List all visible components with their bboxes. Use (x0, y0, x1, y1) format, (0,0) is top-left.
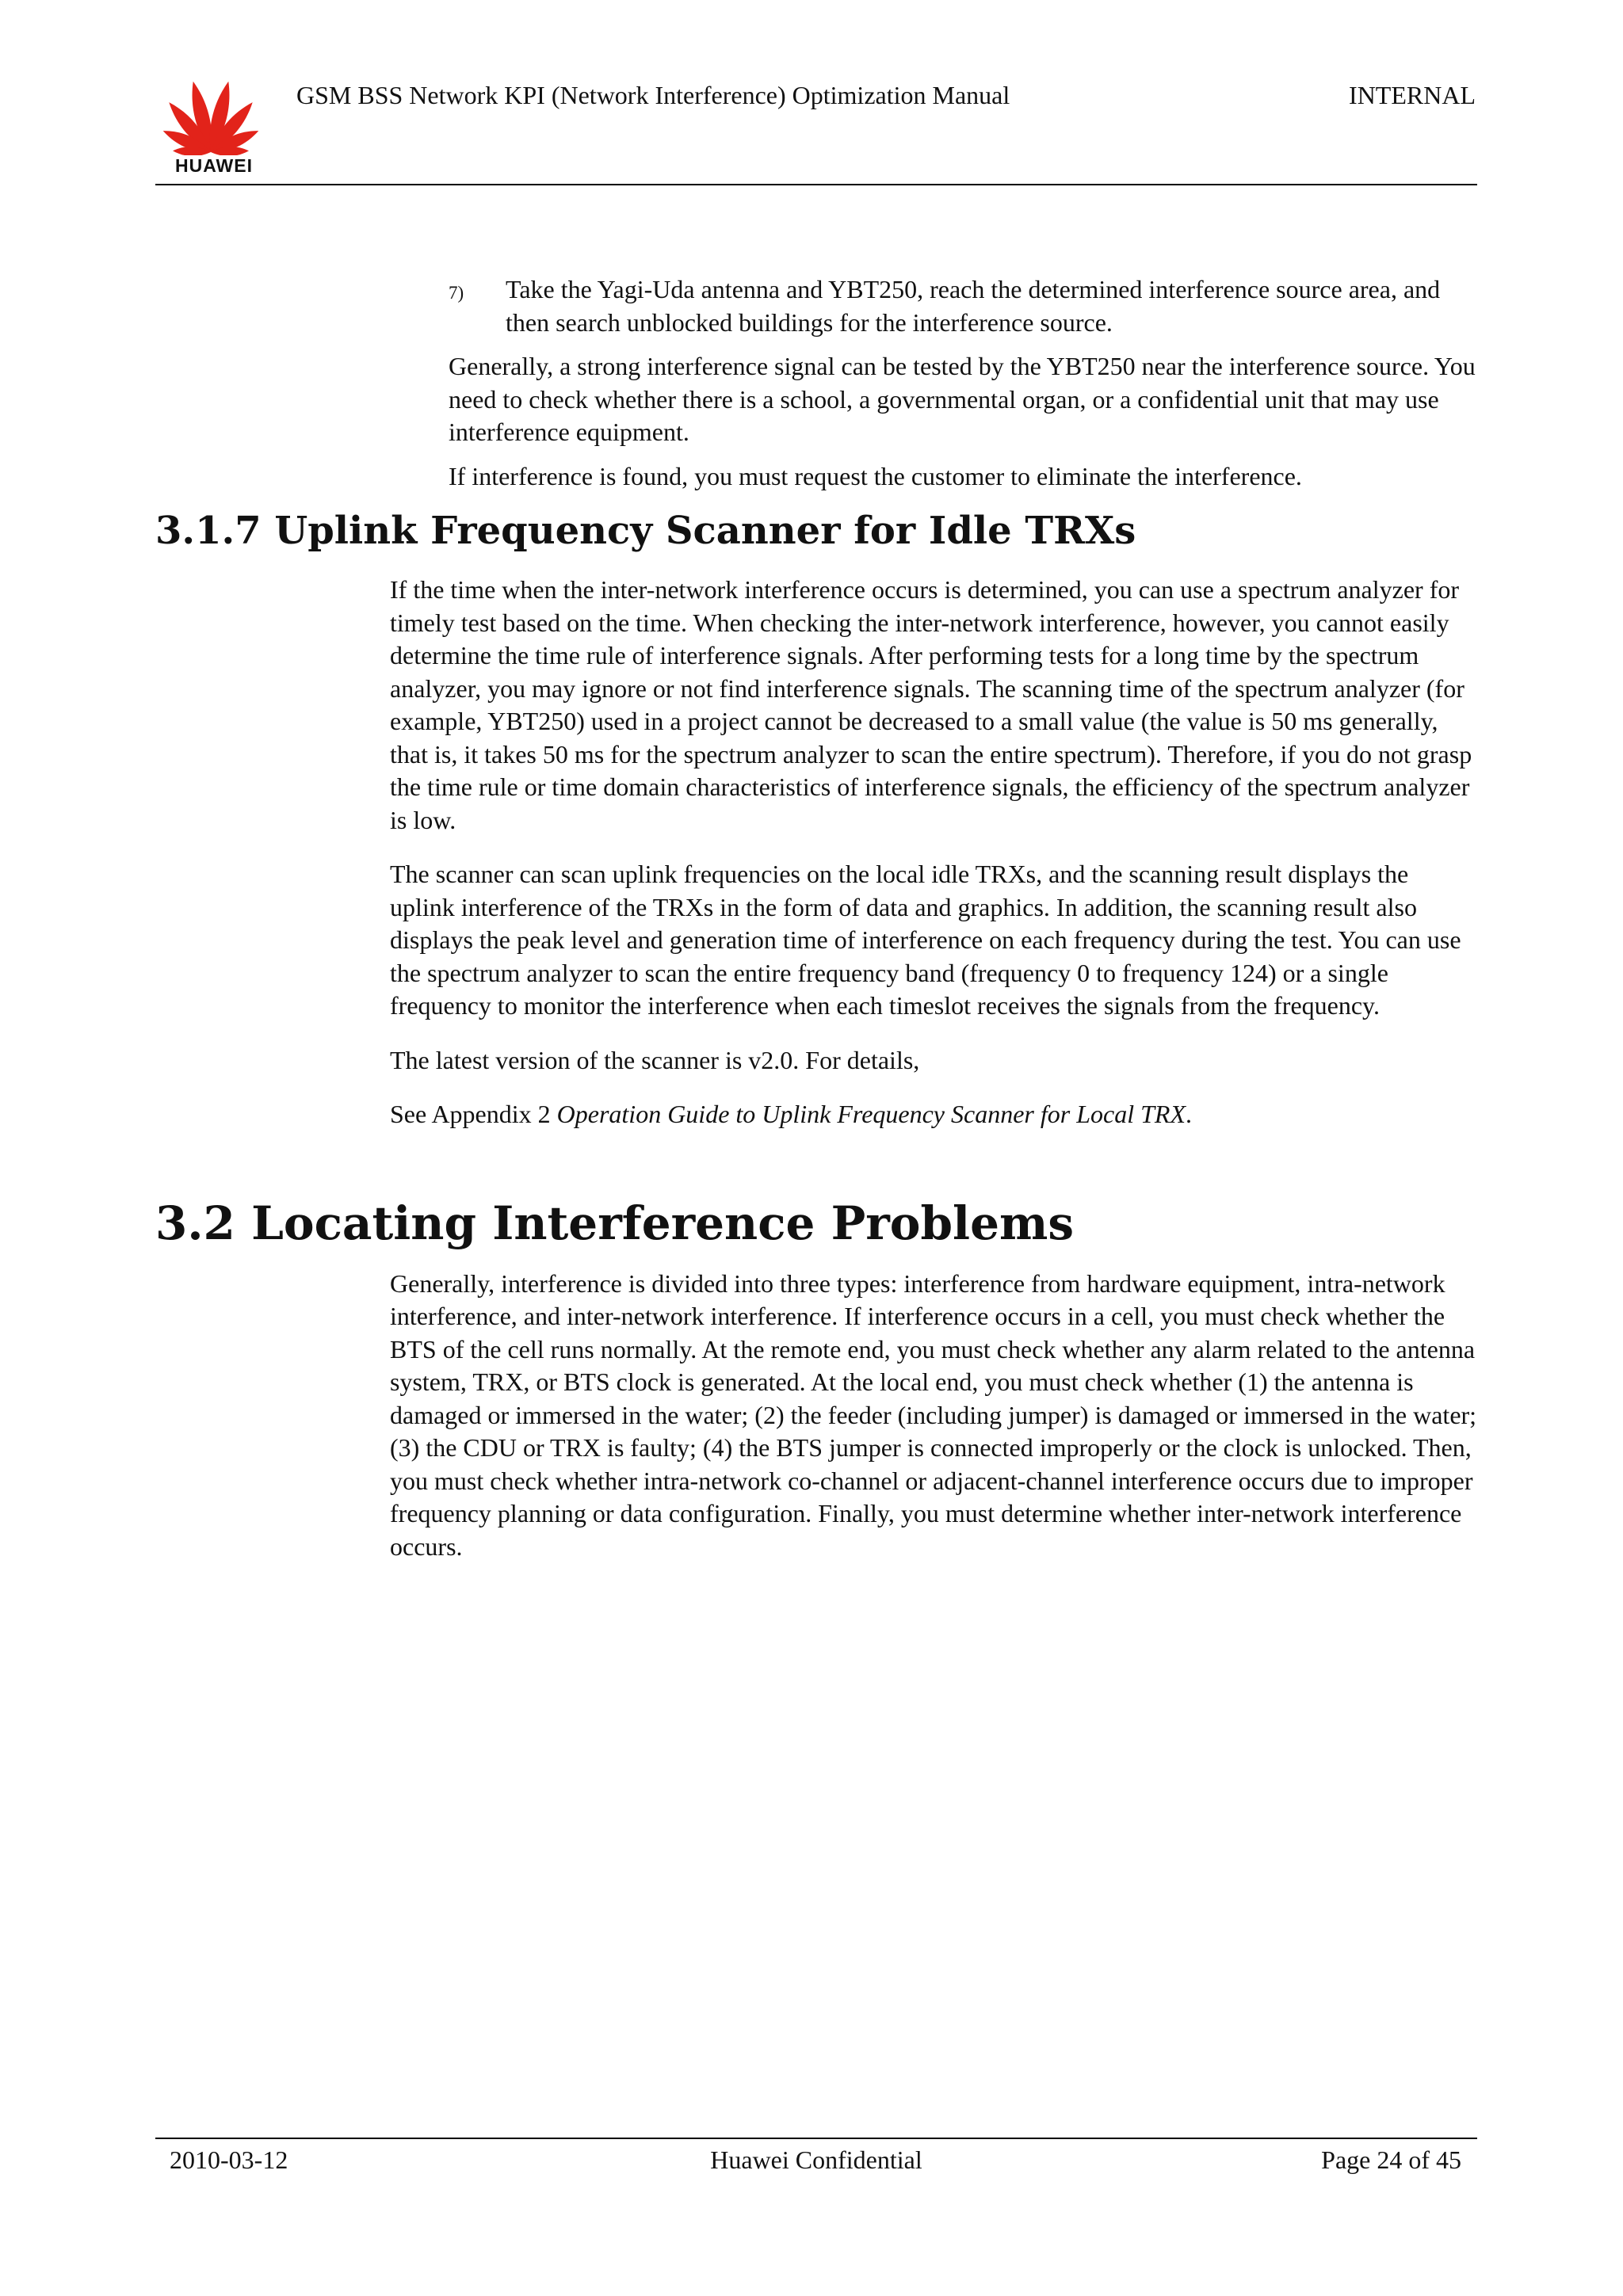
footer-date: 2010-03-12 (170, 2145, 288, 2174)
section-heading-3-1-7: 3.1.7 Uplink Frequency Scanner for Idle TRXs (155, 509, 1136, 553)
page-header (155, 73, 1477, 189)
reference-prefix: See Appendix 2 (390, 1100, 557, 1128)
page-footer (155, 2145, 1477, 2182)
huawei-logo (155, 73, 266, 176)
reference-suffix: . (1185, 1100, 1192, 1128)
footer-page-number: Page 24 of 45 (1321, 2145, 1461, 2174)
page-content (155, 273, 1477, 1563)
paragraph: The scanner can scan uplink frequencies on the local idle TRXs, and the scanning result displays the uplink interference of the TRXs in the form of data and graphics. In addition, the scanning result also displays the peak level and generation time of interference on each frequency during the test. You can use the spectrum analyzer to scan the entire frequency band (frequency 0 to frequency 124) or a single frequency to monitor the interference when each timeslot receives the signals from the frequency. (390, 860, 1461, 1020)
numbered-step (449, 273, 1477, 339)
reference-title: Operation Guide to Uplink Frequency Scanner for Local TRX (556, 1100, 1186, 1128)
document-title: GSM BSS Network KPI (Network Interference) Optimization Manual (296, 81, 1010, 109)
huawei-petals-icon (155, 73, 266, 155)
paragraph: If the time when the inter-network interference occurs is determined, you can use a spectrum analyzer for timely test based on the time. When checking the inter-network interference, however, you cannot easily determine the time rule of interference signals. After performing tests for a long time by the spectrum analyzer, you may ignore or not find interference signals. The scanning time of the spectrum analyzer (for example, YBT250) used in a project cannot be decreased to a small value (the value is 50 ms generally, that is, it takes 50 ms for the spectrum analyzer to scan the entire spectrum). Therefore, if you do not grasp the time rule or time domain characteristics of interference signals, the efficiency of the spectrum analyzer is low. (390, 575, 1472, 834)
footer-divider (155, 2138, 1477, 2139)
paragraph: Generally, interference is divided into three types: interference from hardware equipment, intra-network interference, and inter-network interference. If interference occurs in a cell, you must check whether the BTS of the cell runs normally. At the remote end, you must check whether any alarm related to the antenna system, TRX, or BTS clock is generated. At the local end, you must check whether (1) the antenna is damaged or immersed in the water; (2) the feeder (including jumper) is damaged or immersed in the water; (3) the CDU or TRX is faulty; (4) the BTS jumper is connected improperly or the clock is unlocked. Then, you must check whether intra-network co-channel or adjacent-channel interference occurs due to improper frequency planning or data configuration. Finally, you must determine whether inter-network interference occurs. (390, 1268, 1477, 1561)
classification-label: INTERNAL (1349, 81, 1476, 109)
header-divider (155, 184, 1477, 185)
paragraph: The latest version of the scanner is v2.0. For details, (390, 1045, 920, 1074)
section-heading-3-2: 3.2 Locating Interference Problems (155, 1196, 1075, 1250)
footer-confidential: Huawei Confidential (710, 2145, 922, 2174)
logo-wordmark: HUAWEI (175, 155, 253, 176)
appendix-reference (390, 1098, 1477, 1131)
step-text: Take the Yagi-Uda antenna and YBT250, reach the determined interference source area, and then search unblocked buildings for the interference source. (506, 275, 1441, 337)
paragraph: Generally, a strong interference signal can be tested by the YBT250 near the interference source. You need to check whether there is a school, a governmental organ, or a confidential unit that may use interference equipment. (449, 352, 1476, 446)
paragraph: If interference is found, you must request the customer to eliminate the interference. (449, 461, 1302, 490)
step-number: 7) (449, 283, 464, 303)
